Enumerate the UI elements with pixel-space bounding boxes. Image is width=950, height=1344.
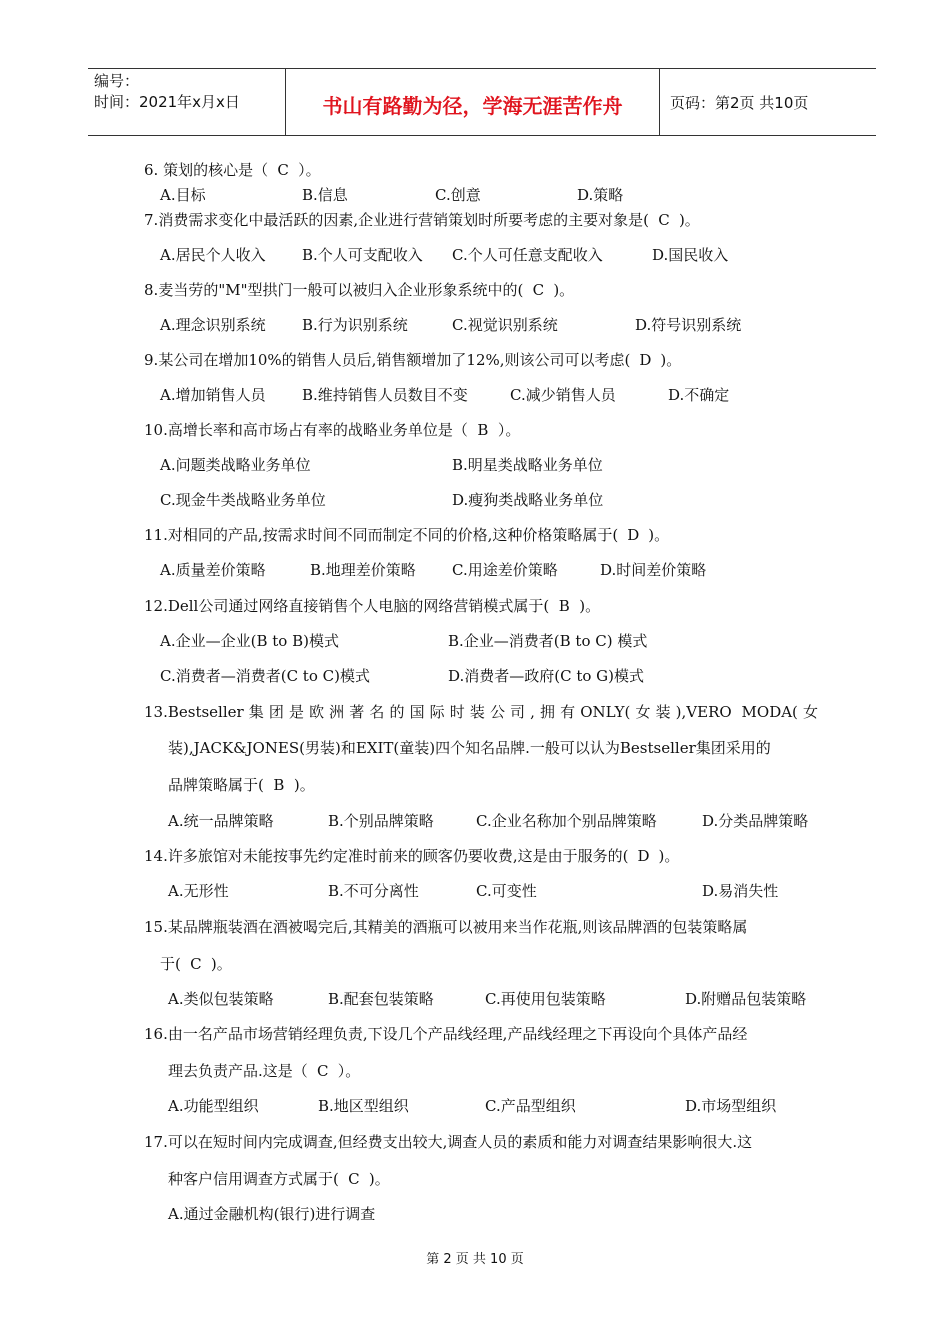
- answer: C: [532, 281, 545, 299]
- answer: D: [639, 351, 652, 369]
- option: D.分类品牌策略: [702, 812, 809, 830]
- question-10: 10.高增长率和高市场占有率的战略业务单位是（ B ）。: [144, 421, 521, 439]
- page-header: [88, 68, 876, 136]
- time-label: 时间：2021年x月x日: [94, 93, 240, 111]
- option: B.明星类战略业务单位: [452, 456, 603, 474]
- option: D.瘦狗类战略业务单位: [452, 491, 604, 509]
- option: A.统一品牌策略: [168, 812, 274, 830]
- option: A.通过金融机构(银行)进行调查: [168, 1205, 376, 1223]
- option: D.时间差价策略: [600, 561, 707, 579]
- answer: C: [317, 1062, 329, 1080]
- option: D.市场型组织: [685, 1097, 777, 1115]
- answer: D: [637, 847, 650, 865]
- question-11: 11.对相同的产品,按需求时间不同而制定不同的价格,这种价格策略属于( D )。: [144, 526, 670, 544]
- option: B.不可分离性: [328, 882, 419, 900]
- option: A.目标: [160, 186, 206, 204]
- option: C.产品型组织: [485, 1097, 576, 1115]
- option: B.个别品牌策略: [328, 812, 434, 830]
- answer: B: [273, 776, 285, 794]
- option: B.地区型组织: [318, 1097, 409, 1115]
- answer: C: [190, 955, 202, 973]
- option: D.策略: [577, 186, 624, 204]
- option: D.易消失性: [702, 882, 779, 900]
- option: C.创意: [435, 186, 481, 204]
- option: A.理念识别系统: [160, 316, 266, 334]
- option: C.企业名称加个别品牌策略: [476, 812, 657, 830]
- option: A.功能型组织: [168, 1097, 259, 1115]
- question-12: 12.Dell公司通过网络直接销售个人电脑的网络营销模式属于( B )。: [144, 597, 601, 615]
- option: C.视觉识别系统: [452, 316, 558, 334]
- question-16: 16.由一名产品市场营销经理负责,下设几个产品线经理,产品线经理之下再设向个具体产品经: [144, 1025, 748, 1043]
- answer: C: [658, 211, 670, 229]
- question-13-line2: 装),JACK&JONES(男装)和EXIT(童装)四个知名品牌.一般可以认为Bestseller集团采用的: [168, 739, 771, 757]
- option: B.维持销售人员数目不变: [302, 386, 468, 404]
- option: C.再使用包装策略: [485, 990, 606, 1008]
- answer: C: [277, 161, 289, 179]
- option: C.消费者—消费者(C to C)模式: [160, 667, 370, 685]
- answer: D: [627, 526, 640, 544]
- question-8: 8.麦当劳的"M"型拱门一般可以被归入企业形象系统中的( C )。: [144, 281, 575, 299]
- answer: B: [477, 421, 489, 439]
- option: C.用途差价策略: [452, 561, 558, 579]
- question-17: 17.可以在短时间内完成调查,但经费支出较大,调查人员的素质和能力对调查结果影响很大.这: [144, 1133, 753, 1151]
- option: B.行为识别系统: [302, 316, 408, 334]
- option: C.现金牛类战略业务单位: [160, 491, 326, 509]
- option: D.国民收入: [652, 246, 729, 264]
- option: B.个人可支配收入: [302, 246, 423, 264]
- option: D.符号识别系统: [635, 316, 742, 334]
- question-9: 9.某公司在增加10%的销售人员后,销售额增加了12%,则该公司可以考虑( D )。: [144, 351, 682, 369]
- option: D.消费者—政府(C to G)模式: [448, 667, 645, 685]
- option: A.类似包装策略: [168, 990, 274, 1008]
- option: A.居民个人收入: [160, 246, 266, 264]
- header-meta: [88, 69, 286, 135]
- question-15-line2: 于( C )。: [160, 955, 232, 973]
- option: B.信息: [302, 186, 348, 204]
- question-13-line3: 品牌策略属于( B )。: [168, 776, 315, 794]
- option: B.企业—消费者(B to C) 模式: [448, 632, 648, 650]
- option: A.问题类战略业务单位: [160, 456, 311, 474]
- question-14: 14.许多旅馆对未能按事先约定准时前来的顾客仍要收费,这是由于服务的( D )。: [144, 847, 680, 865]
- header-motto: 书山有路勤为径，学海无涯苦作舟: [286, 69, 660, 135]
- option: B.地理差价策略: [310, 561, 416, 579]
- question-15: 15.某品牌瓶装酒在酒被喝完后,其精美的酒瓶可以被用来当作花瓶,则该品牌酒的包装策略属: [144, 918, 748, 936]
- option: A.无形性: [168, 882, 229, 900]
- header-page-label: 页码：第2页 共10页: [670, 93, 809, 112]
- question-17-line2: 种客户信用调查方式属于( C )。: [168, 1170, 390, 1188]
- option: C.个人可任意支配收入: [452, 246, 603, 264]
- answer: B: [558, 597, 570, 615]
- option: A.质量差价策略: [160, 561, 266, 579]
- question-7: 7.消费需求变化中最活跃的因素,企业进行营销策划时所要考虑的主要对象是( C )。: [144, 211, 700, 229]
- question-13: 13.Bestseller集团是欧洲著名的国际时装公司,拥有ONLY(女装),VERO MODA(女: [144, 703, 818, 721]
- option: C.可变性: [476, 882, 537, 900]
- page-footer: 第 2 页 共 10 页: [426, 1252, 524, 1267]
- option: B.配套包装策略: [328, 990, 434, 1008]
- option: D.附赠品包装策略: [685, 990, 807, 1008]
- option: D.不确定: [668, 386, 730, 404]
- number-label: 编号：: [94, 72, 140, 90]
- question-6: 6. 策划的核心是（ C ）。: [144, 161, 321, 179]
- option: A.企业—企业(B to B)模式: [160, 632, 339, 650]
- question-16-line2: 理去负责产品.这是（ C ）。: [168, 1062, 361, 1080]
- option: A.增加销售人员: [160, 386, 266, 404]
- option: C.减少销售人员: [510, 386, 616, 404]
- answer: C: [348, 1170, 360, 1188]
